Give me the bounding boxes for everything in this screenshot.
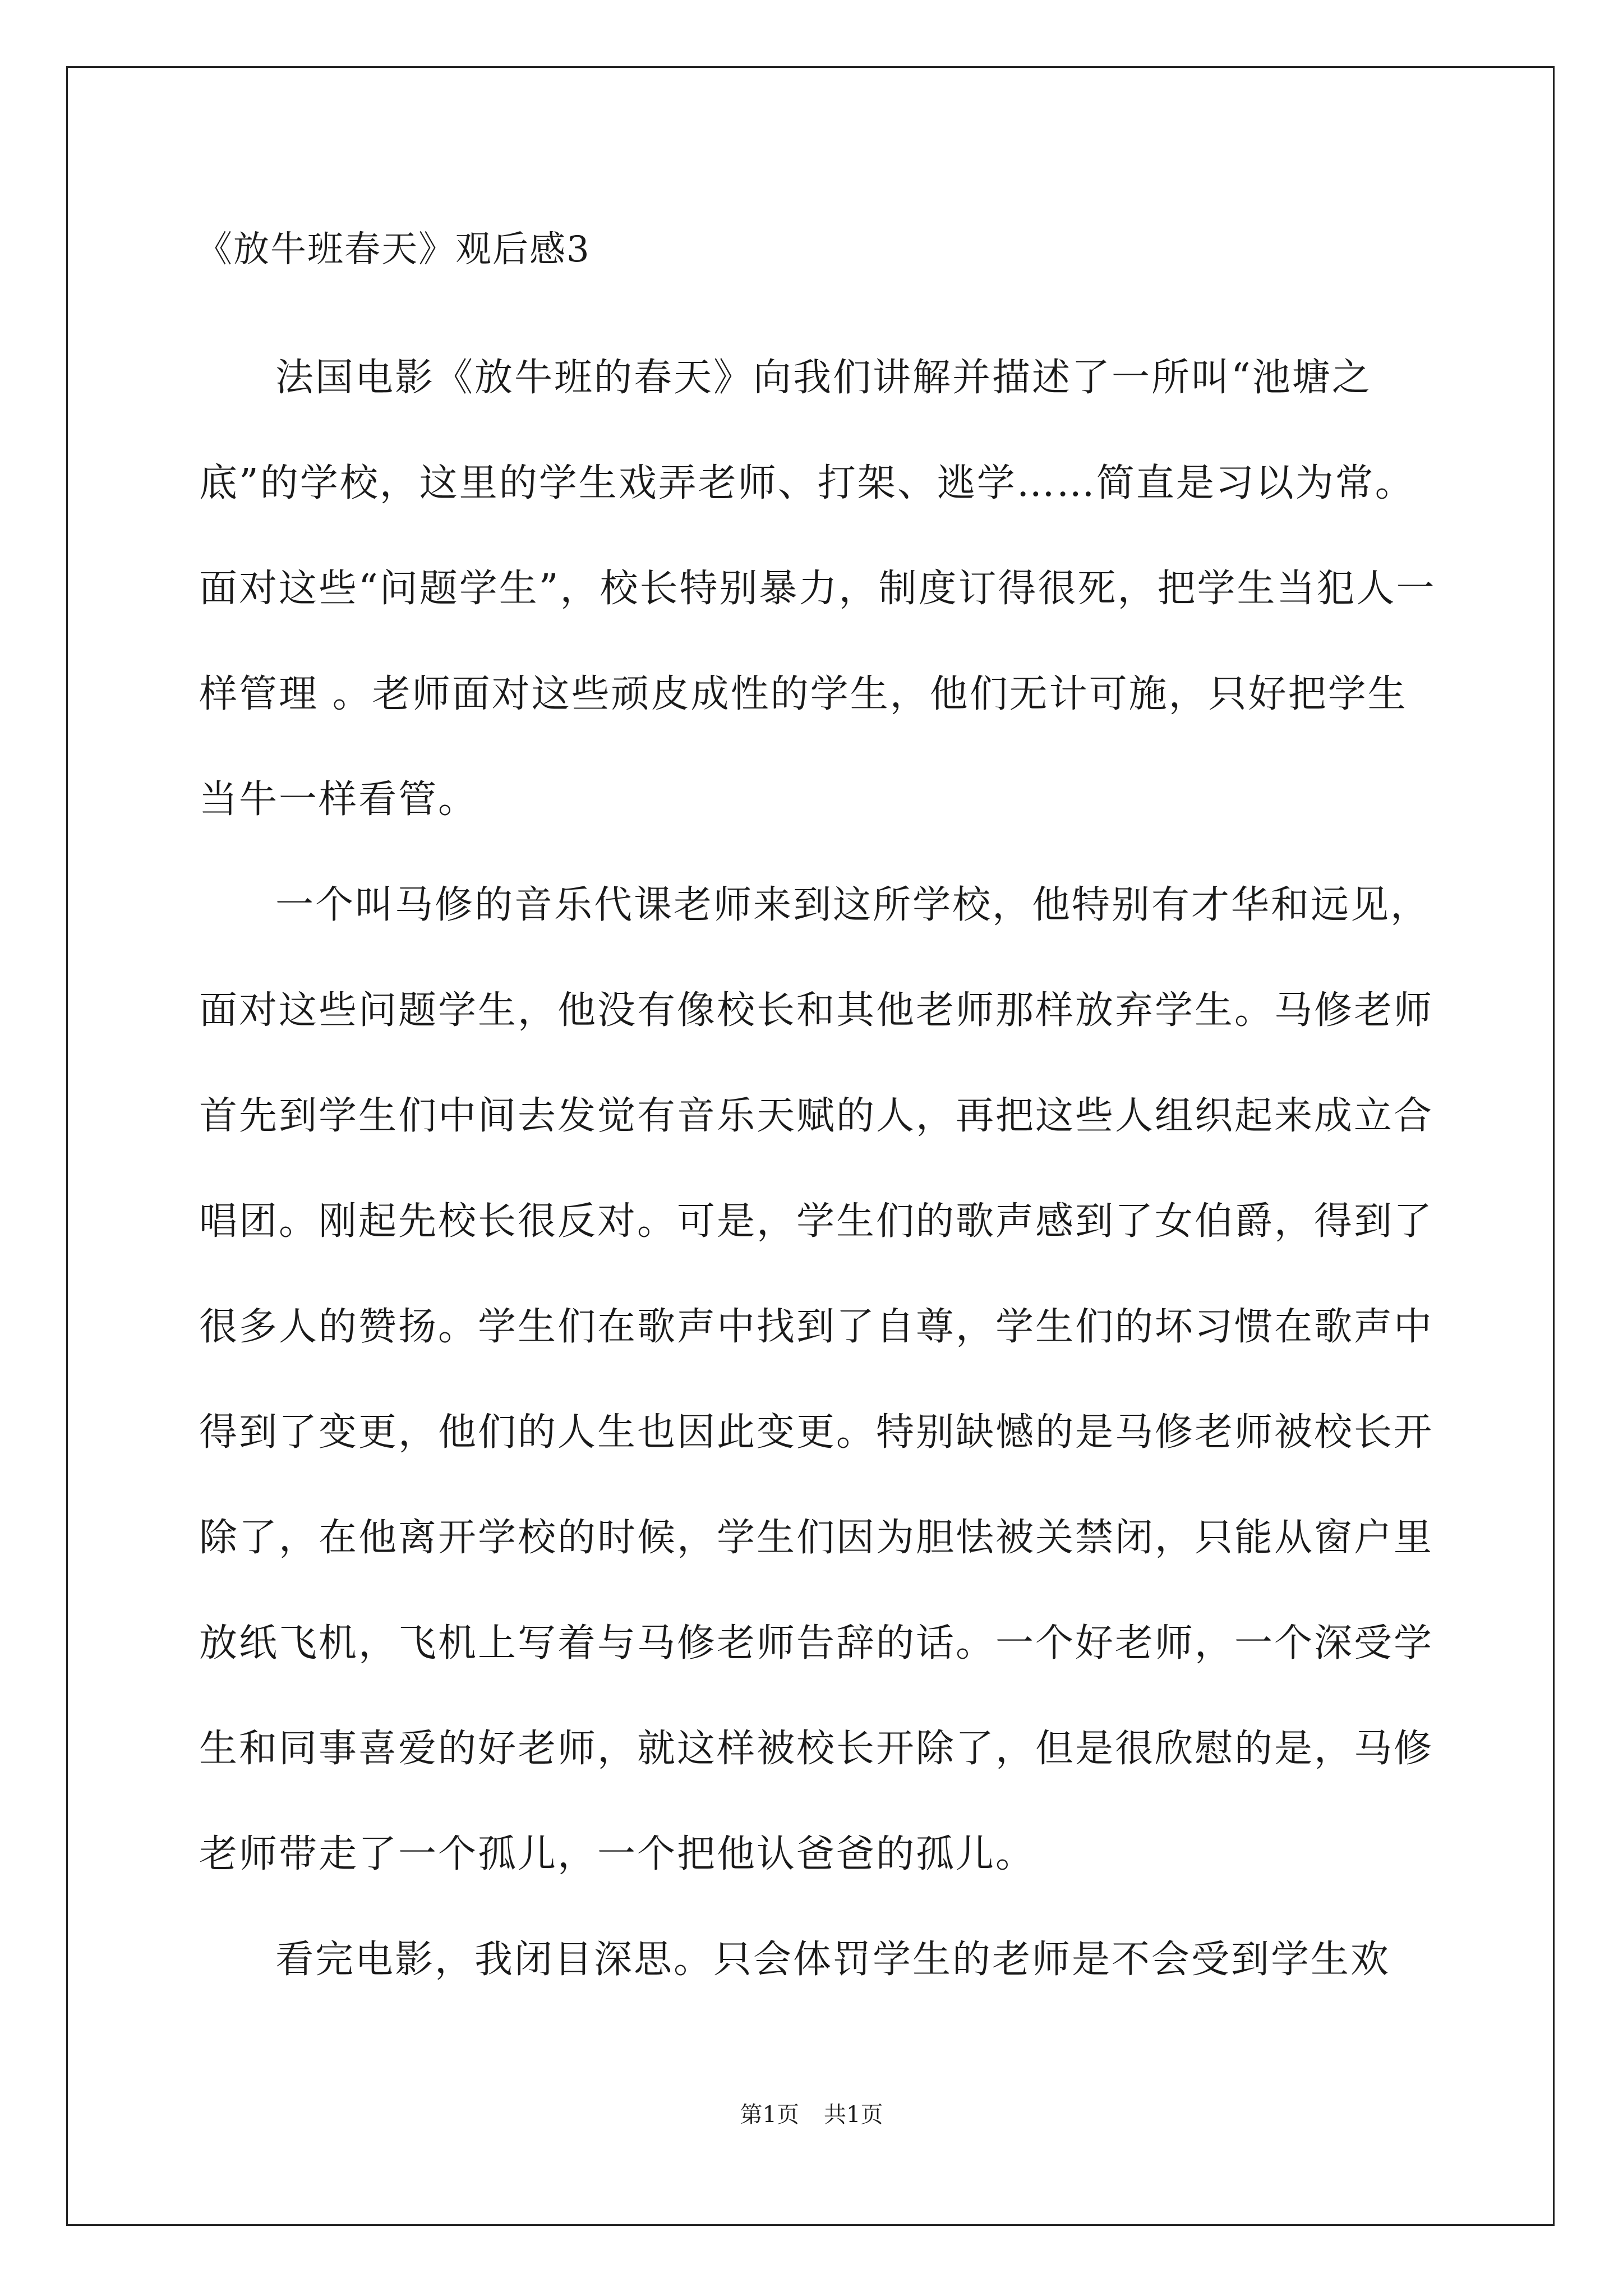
paragraph-2: 一个叫马修的音乐代课老师来到这所学校，他特别有才华和远见，面对这些问题学生，他没有像校长和其他老师那样放弃学生。马修老师首先到学生们中间去发觉有音乐天赋的人，再把这些人组织起来成立合唱团。刚起先校长很反对。可是，学生们的歌声感到了女伯爵，得到了很多人的赞扬。学生们在歌声中找到了自尊，学生们的坏习惯在歌声中得到了变更，他们的人生也因此变更。特别缺憾的是马修老师被校长开除了，在他离开学校的时候，学生们因为胆怯被关禁闭，只能从窗户里放纸飞机，飞机上写着与马修老师告辞的话。一个好老师，一个深受学生和同事喜爱的好老师，就这样被校长开除了，但是很欣慰的是，马修老师带走了一个孤儿，一个把他认爸爸的孤儿。	[199, 883, 1434, 1876]
page-total: 共1页	[824, 2102, 883, 2128]
page-number: 第1页	[740, 2102, 799, 2128]
document-title: 《放牛班春天》观后感3	[196, 229, 591, 270]
page-footer	[0, 2099, 1623, 2131]
paragraph-1: 法国电影《放牛班的春天》向我们讲解并描述了一所叫“池塘之底”的学校，这里的学生戏弄老师、打架、逃学……简直是习以为常。面对这些“问题学生”，校长特别暴力，制度订得很死，把学生当犯人一样管理 。老师面对这些顽皮成性的学生，他们无计可施，只好把学生当牛一样看管。	[199, 356, 1436, 822]
paragraph-3: 看完电影，我闭目深思。只会体罚学生的老师是不会受到学生欢	[275, 1938, 1391, 1982]
document-body	[199, 325, 1438, 2013]
